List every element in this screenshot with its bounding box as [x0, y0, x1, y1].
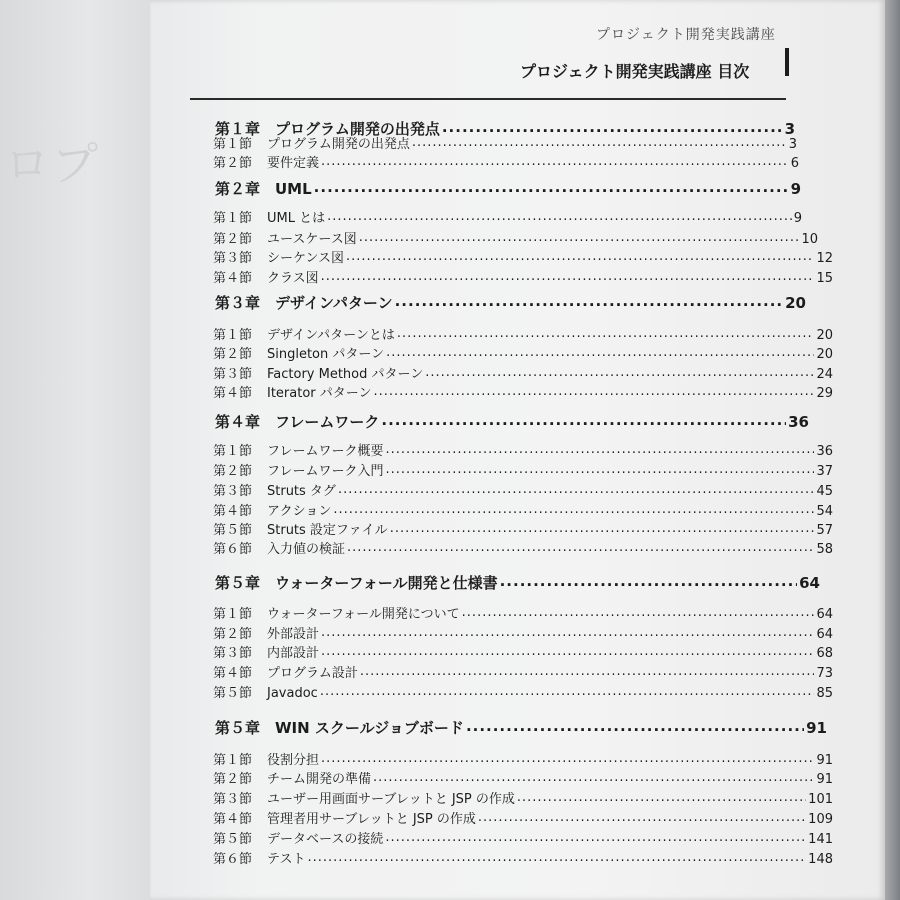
toc-entry-heading: [213, 324, 395, 343]
page-number: 54: [816, 504, 833, 519]
page-number: 15: [816, 271, 833, 286]
page-number: 85: [816, 686, 833, 701]
toc-entry-heading: [213, 662, 358, 681]
page-number: 12: [816, 251, 833, 266]
toc-section-row: [213, 642, 833, 661]
section-number: 第１節: [213, 753, 253, 768]
dot-leader: [397, 326, 815, 339]
section-title: シーケンス図: [267, 251, 344, 266]
page-number: 9: [790, 180, 801, 198]
chapter-number: 第５章: [215, 574, 261, 592]
dot-leader: [338, 482, 815, 495]
section-number: 第６節: [213, 542, 253, 557]
toc-entry-heading: [213, 133, 410, 152]
toc-section-row: [213, 603, 833, 622]
page-number: 36: [816, 444, 833, 459]
dot-leader: [321, 625, 814, 638]
section-title: Singleton パターン: [267, 347, 385, 362]
toc-section-row: [213, 480, 833, 499]
toc-entry-heading: [213, 440, 383, 459]
section-title: 管理者用サーブレットと JSP の作成: [267, 812, 476, 827]
dot-leader: [321, 269, 815, 282]
left-page: [0, 0, 150, 900]
dot-leader: [466, 718, 804, 733]
page-number: 109: [808, 812, 833, 827]
toc-entry-heading: [213, 519, 388, 538]
chapter-title: WIN スクールジョブボード: [275, 719, 464, 737]
toc-entry-heading: [213, 642, 319, 661]
toc-chapter-row: [215, 411, 809, 432]
toc-section-row: [213, 228, 818, 247]
section-title: 外部設計: [267, 627, 320, 642]
toc-entry-heading: [213, 247, 344, 266]
toc-entry-heading: [215, 572, 498, 593]
toc-entry-heading: [213, 480, 336, 499]
toc-entry-heading: [215, 717, 464, 738]
section-title: 入力値の検証: [267, 542, 346, 557]
dot-leader: [386, 345, 814, 358]
toc-section-row: [213, 207, 802, 226]
section-number: 第１節: [213, 328, 253, 343]
toc-entry-heading: [213, 623, 319, 642]
page-number: 29: [816, 386, 833, 401]
toc-entry-heading: [213, 152, 319, 171]
section-title: Javadoc: [267, 686, 318, 701]
dot-leader: [347, 540, 814, 553]
section-number: 第４節: [213, 666, 253, 681]
section-number: 第５節: [213, 523, 253, 538]
dot-leader: [333, 502, 814, 515]
toc-section-row: [213, 382, 833, 401]
dot-leader: [385, 442, 814, 455]
dot-leader: [360, 664, 815, 677]
dot-leader: [442, 119, 783, 134]
toc-chapter-row: [215, 717, 827, 738]
toc-entry-heading: [213, 828, 383, 847]
dot-leader: [374, 384, 815, 397]
toc-section-row: [213, 152, 799, 171]
toc-section-row: [213, 848, 833, 867]
section-number: 第３節: [213, 646, 253, 661]
dot-leader: [462, 605, 815, 618]
section-number: 第６節: [213, 852, 253, 867]
section-number: 第２節: [213, 627, 253, 642]
title-bar: [785, 48, 789, 76]
page-number: 91: [816, 753, 833, 768]
section-title: UML とは: [267, 211, 326, 226]
page-number: 6: [790, 156, 799, 171]
dot-leader: [425, 365, 814, 378]
toc-title: プロジェクト開発実践講座 目次: [520, 62, 750, 81]
toc-entry-heading: [213, 343, 384, 362]
section-number: 第３節: [213, 251, 253, 266]
section-title: Factory Method パターン: [267, 367, 424, 382]
section-title: Struts 設定ファイル: [267, 523, 388, 538]
section-title: Struts タグ: [267, 484, 336, 499]
section-number: 第４節: [213, 504, 253, 519]
toc-entry-heading: [213, 682, 318, 701]
toc-entry-heading: [213, 207, 325, 226]
section-title: 内部設計: [267, 646, 320, 661]
toc-chapter-row: [215, 292, 806, 313]
page-number: 24: [816, 367, 833, 382]
section-title: クラス図: [267, 271, 319, 286]
toc-entry-heading: [213, 500, 331, 519]
section-number: 第２節: [213, 772, 253, 787]
section-title: 役割分担: [267, 753, 320, 768]
section-title: フレームワーク概要: [267, 444, 384, 459]
dot-leader: [359, 230, 800, 243]
section-number: 第１節: [213, 137, 253, 152]
toc-entry-heading: [215, 411, 379, 432]
toc-section-row: [213, 267, 833, 286]
page-number: 3: [784, 120, 795, 138]
toc-entry-heading: [213, 363, 423, 382]
toc-section-row: [213, 808, 833, 827]
section-number: 第５節: [213, 832, 253, 847]
page-number: 20: [785, 294, 806, 312]
section-title: ユーザー用画面サーブレットと JSP の作成: [267, 792, 515, 807]
toc-entry-heading: [213, 382, 372, 401]
section-title: プログラム設計: [267, 666, 358, 681]
toc-entry-heading: [213, 749, 319, 768]
toc-section-row: [213, 538, 833, 557]
chapter-title: UML: [275, 180, 312, 198]
page-number: 57: [816, 523, 833, 538]
dot-leader: [390, 521, 815, 534]
page-number: 64: [816, 607, 833, 622]
chapter-title: デザインパターン: [275, 294, 393, 312]
dot-leader: [320, 684, 815, 697]
section-number: 第３節: [213, 367, 253, 382]
toc-section-row: [213, 662, 833, 681]
section-title: アクション: [267, 504, 332, 519]
running-head: プロジェクト開発実践講座: [596, 27, 776, 43]
dot-leader: [385, 462, 814, 475]
page-number: 10: [801, 232, 818, 247]
section-number: 第１節: [213, 444, 253, 459]
toc-section-row: [213, 788, 833, 807]
toc-section-row: [213, 682, 833, 701]
section-number: 第４節: [213, 271, 253, 286]
toc-entry-heading: [213, 460, 383, 479]
toc-section-row: [213, 828, 833, 847]
section-number: 第１節: [213, 607, 253, 622]
page-number: 9: [793, 211, 802, 226]
toc-section-row: [213, 247, 833, 266]
section-number: 第２節: [213, 347, 253, 362]
dot-leader: [373, 770, 814, 783]
chapter-number: 第５章: [215, 719, 261, 737]
section-title: 要件定義: [267, 156, 320, 171]
page-number: 64: [799, 574, 820, 592]
toc-section-row: [213, 768, 833, 787]
chapter-number: 第４章: [215, 413, 261, 431]
dot-leader: [381, 412, 786, 427]
toc-section-row: [213, 500, 833, 519]
chapter-number: 第２章: [215, 180, 261, 198]
dot-leader: [346, 249, 814, 262]
left-page-bleed-text: ロプ: [4, 137, 100, 191]
page-number: 20: [816, 347, 833, 362]
toc-section-row: [213, 460, 833, 479]
section-title: Iterator パターン: [267, 386, 372, 401]
section-number: 第４節: [213, 386, 253, 401]
toc-section-row: [213, 363, 833, 382]
toc-entry-heading: [213, 788, 515, 807]
toc-entry-heading: [213, 603, 460, 622]
dot-leader: [321, 751, 814, 764]
dot-leader: [321, 154, 789, 167]
chapter-title: プログラム開発の出発点: [275, 120, 440, 138]
section-title: テスト: [267, 852, 306, 867]
section-number: 第２節: [213, 464, 253, 479]
toc-section-row: [213, 440, 833, 459]
page-number: 91: [816, 772, 833, 787]
toc-entry-heading: [213, 228, 357, 247]
page-number: 36: [788, 413, 809, 431]
page-number: 37: [816, 464, 833, 479]
page-number: 58: [816, 542, 833, 557]
section-number: 第４節: [213, 812, 253, 827]
page-number: 3: [788, 137, 797, 152]
page-number: 64: [816, 627, 833, 642]
toc-entry-heading: [213, 538, 345, 557]
section-title: フレームワーク入門: [267, 464, 384, 479]
toc-entry-heading: [213, 808, 476, 827]
section-number: 第１節: [213, 211, 253, 226]
section-number: 第３節: [213, 792, 253, 807]
page-number: 91: [806, 719, 827, 737]
toc-section-row: [213, 343, 833, 362]
page-number: 141: [808, 832, 833, 847]
section-number: 第２節: [213, 232, 253, 247]
dot-leader: [327, 209, 792, 222]
toc-section-row: [213, 519, 833, 538]
page-number: 20: [816, 328, 833, 343]
toc-entry-heading: [213, 848, 305, 867]
toc-section-row: [213, 749, 833, 768]
dot-leader: [314, 179, 789, 194]
section-title: ユースケース図: [267, 232, 357, 247]
section-number: 第３節: [213, 484, 253, 499]
dot-leader: [517, 790, 806, 803]
toc-entry-heading: [215, 178, 312, 199]
section-number: 第５節: [213, 686, 253, 701]
section-title: チーム開発の準備: [267, 772, 372, 787]
dot-leader: [307, 850, 806, 863]
page-number: 68: [816, 646, 833, 661]
toc-section-row: [213, 623, 833, 642]
dot-leader: [321, 644, 814, 657]
dot-leader: [385, 830, 806, 843]
section-title: データベースの接続: [267, 832, 384, 847]
section-number: 第２節: [213, 156, 253, 171]
toc-section-row: [213, 133, 797, 152]
header-rule: [190, 98, 786, 100]
dot-leader: [478, 810, 806, 823]
chapter-number: 第１章: [215, 120, 261, 138]
page-number: 45: [816, 484, 833, 499]
section-title: ウォーターフォール開発について: [267, 607, 460, 622]
section-title: プログラム開発の出発点: [267, 137, 410, 152]
page-number: 148: [808, 852, 833, 867]
toc-chapter-row: [215, 178, 801, 199]
dot-leader: [395, 293, 784, 308]
page-number: 101: [808, 792, 833, 807]
page-edge: [885, 0, 900, 900]
toc-entry-heading: [213, 267, 319, 286]
chapter-title: フレームワーク: [275, 413, 380, 431]
toc-section-row: [213, 324, 833, 343]
chapter-title: ウォーターフォール開発と仕様書: [275, 574, 498, 592]
chapter-number: 第３章: [215, 294, 261, 312]
toc-chapter-row: [215, 572, 820, 593]
dot-leader: [500, 573, 798, 588]
section-title: デザインパターンとは: [267, 328, 395, 343]
dot-leader: [412, 135, 787, 148]
page-number: 73: [816, 666, 833, 681]
toc-entry-heading: [213, 768, 371, 787]
toc-entry-heading: [215, 292, 393, 313]
